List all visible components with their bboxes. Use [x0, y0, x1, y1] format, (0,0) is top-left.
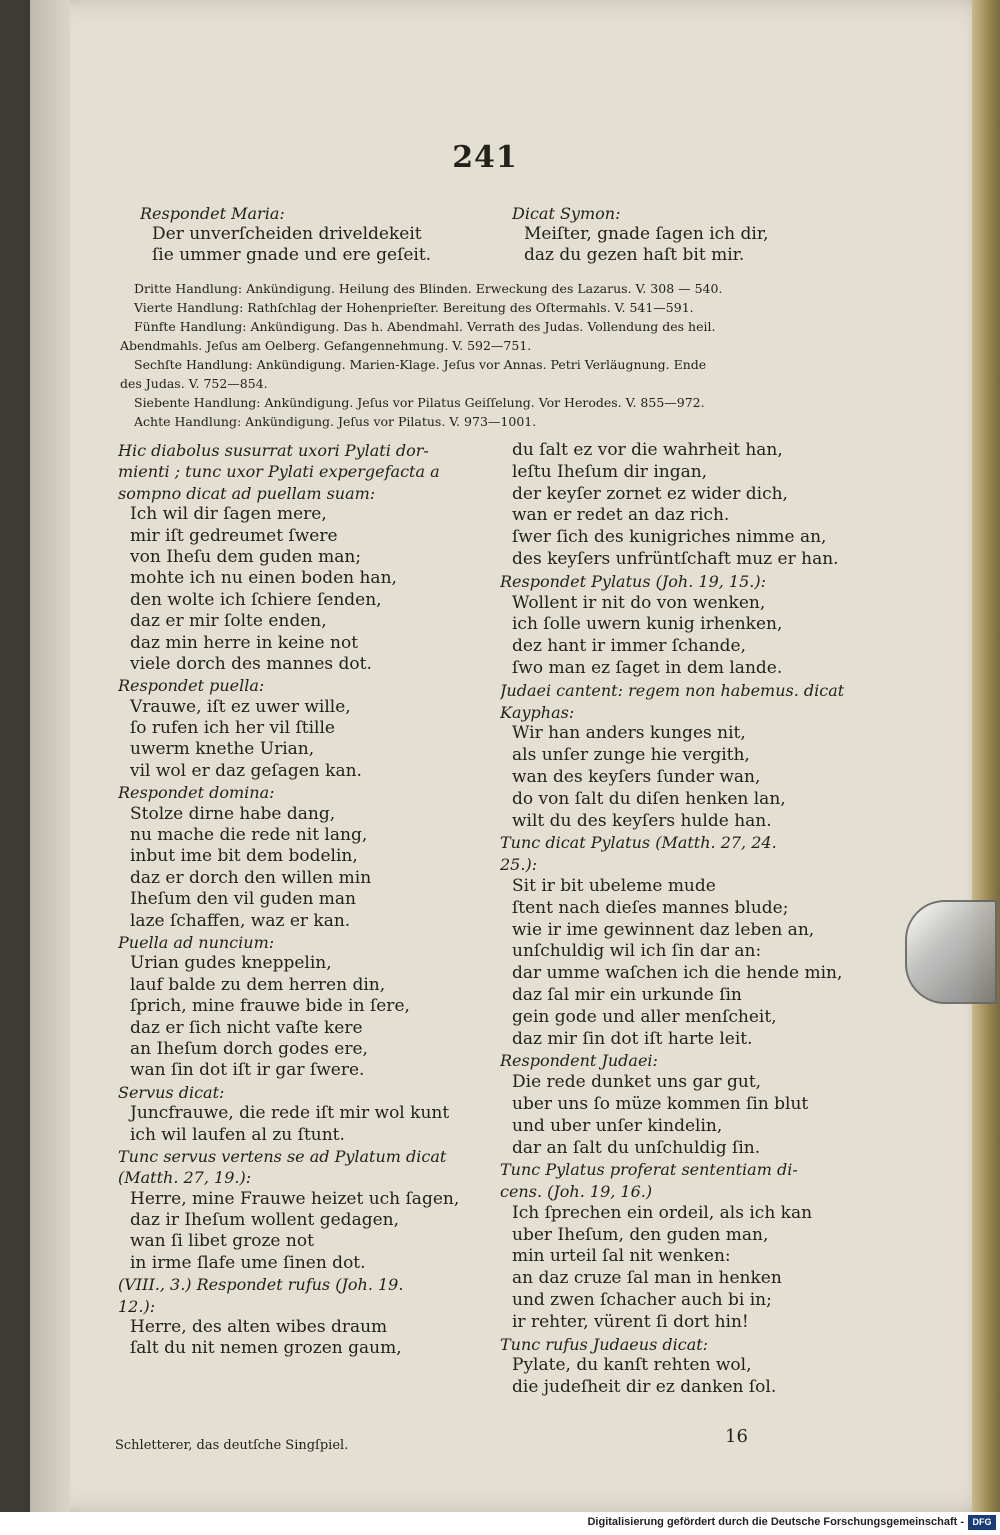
verse-line: daz er dorch den willen min	[130, 867, 372, 888]
verse-line: des keyſers unfrüntſchaft muz er han.	[512, 548, 839, 569]
stage-direction: sompno dicat ad puellam suam:	[118, 483, 376, 503]
page-gutter	[30, 0, 70, 1512]
verse-line: ſalt du nit nemen grozen gaum,	[130, 1338, 402, 1359]
verse-line: Der unverſcheiden driveldekeit	[152, 224, 422, 244]
verse-line: in irme ſlafe ume ſinen dot.	[130, 1252, 366, 1273]
stage-direction: (Matth. 27, 19.):	[118, 1168, 252, 1188]
verse-line: dar an ſalt du unſchuldig ſin.	[512, 1137, 761, 1158]
stage-direction: Judaei cantent: regem non habemus. dicat	[500, 680, 845, 700]
verse-line: wan ſin dot iſt ir gar ſwere.	[130, 1060, 365, 1081]
verse-line: ſwo man ez ſaget in dem lande.	[512, 657, 783, 678]
stage-direction: mienti ; tunc uxor Pylati expergefacta a	[118, 462, 440, 482]
magnifier-icon[interactable]	[905, 900, 997, 1004]
verse-line: Sit ir bit ubeleme mude	[512, 875, 716, 896]
verse-line: Juncfrauwe, die rede iſt mir wol kunt	[130, 1103, 450, 1124]
verse-line: do von ſalt du diſen henken lan,	[512, 788, 786, 809]
act-summary-line: des Judas. V. 752—854.	[120, 376, 268, 391]
stage-direction: Tunc dicat Pylatus (Matth. 27, 24.	[500, 833, 777, 853]
stage-direction: Respondet domina:	[118, 783, 275, 803]
verse-line: uber uns ſo müze kommen ſin blut	[512, 1093, 809, 1114]
verse-line: als unſer zunge hie vergith,	[512, 745, 750, 766]
stage-direction: Servus dicat:	[118, 1082, 225, 1102]
verse-line: Stolze dirne habe dang,	[130, 803, 336, 824]
stage-direction: Respondet puella:	[118, 676, 265, 696]
act-summary-line: Dritte Handlung: Ankündigung. Heilung des Blinden. Erweckung des Lazarus. V. 308 — 540.	[134, 281, 723, 296]
right-column	[500, 440, 850, 1399]
verse-line: vil wol er daz geſagen kan.	[130, 760, 362, 781]
verse-line: leſtu Iheſum dir ingan,	[512, 461, 708, 482]
stage-direction: Kayphas:	[500, 702, 575, 722]
verse-line: min urteil ſal nit wenken:	[512, 1246, 731, 1267]
stage-direction: (VIII., 3.) Respondet rufus (Joh. 19.	[118, 1275, 404, 1295]
verse-line: unſchuldig wil ich ſin dar an:	[512, 941, 762, 962]
verse-line: Herre, mine Frauwe heizet uch ſagen,	[130, 1188, 460, 1209]
top-left-block	[140, 203, 500, 266]
verse-line: Urian gudes kneppelin,	[130, 953, 332, 974]
verse-line: mir iſt gedreumet ſwere	[130, 525, 338, 546]
verse-line: dar umme waſchen ich die hende min,	[512, 963, 843, 984]
verse-line: Ich wil dir ſagen mere,	[130, 504, 327, 525]
footer-signature: Schletterer, das deutſche Singſpiel.	[115, 1438, 349, 1453]
verse-line: Meiſter, gnade ſagen ich dir,	[524, 224, 769, 244]
act-summary-line: Achte Handlung: Ankündigung. Jeſus vor Pilatus. V. 973—1001.	[134, 414, 537, 429]
verse-line: du ſalt ez vor die wahrheit han,	[512, 440, 783, 460]
verse-line: lauf balde zu dem herren din,	[130, 974, 386, 995]
verse-line: Vrauwe, iſt ez uwer wille,	[130, 696, 351, 717]
verse-line: dez hant ir immer ſchande,	[512, 636, 746, 657]
verse-line: Herre, des alten wibes draum	[130, 1317, 388, 1338]
verse-line: Wollent ir nit do von wenken,	[512, 592, 766, 613]
digitization-notice: Digitalisierung gefördert durch die Deutsche Forschungsgemeinschaft -	[587, 1516, 964, 1528]
stage-direction: Puella ad nuncium:	[118, 932, 275, 952]
verse-line: an daz cruze ſal man in henken	[512, 1268, 782, 1289]
verse-line: laze ſchaffen, waz er kan.	[130, 910, 351, 931]
sheet-number: 16	[725, 1426, 748, 1447]
verse-line: ich ſolle uwern kunig irhenken,	[512, 614, 783, 635]
stage-direction: 25.):	[500, 855, 538, 875]
verse-line: von Iheſu dem guden man;	[130, 546, 362, 567]
act-summary-line: Sechſte Handlung: Ankündigung. Marien-Klage. Jeſus vor Annas. Petri Verläugnung. Ende	[134, 357, 707, 372]
stage-direction: Respondent Judaei:	[500, 1051, 658, 1071]
verse-line: wan ſi libet groze not	[130, 1231, 314, 1252]
top-right-block	[512, 203, 852, 266]
verse-line: wan des keyſers ſunder wan,	[512, 766, 761, 787]
verse-line: Iheſum den vil guden man	[130, 889, 356, 910]
verse-line: den wolte ich ſchiere ſenden,	[130, 589, 382, 610]
verse-line: daz ir Iheſum wollent gedagen,	[130, 1210, 399, 1231]
page-number: 241	[452, 140, 518, 175]
left-column	[118, 440, 488, 1360]
dfg-logo: DFG	[968, 1515, 996, 1530]
stage-direction: Tunc Pylatus proferat sententiam di-	[500, 1160, 798, 1180]
verse-line: ſtent nach dieſes mannes blude;	[512, 897, 789, 918]
verse-line: Die rede dunket uns gar gut,	[512, 1072, 762, 1093]
verse-line: daz er mir ſolte enden,	[130, 611, 327, 632]
verse-line: daz er ſich nicht vaſte kere	[130, 1017, 363, 1038]
stage-direction: Dicat Symon:	[512, 204, 621, 223]
stage-direction: Tunc rufus Judaeus dicat:	[500, 1334, 709, 1354]
stage-direction: Respondet Maria:	[140, 204, 285, 223]
verse-line: daz du gezen haſt bit mir.	[524, 245, 745, 265]
verse-line: der keyſer zornet ez wider dich,	[512, 483, 788, 504]
verse-line: und uber unſer kindelin,	[512, 1115, 723, 1136]
verse-line: ſprich, mine frauwe bide in ſere,	[130, 996, 410, 1017]
verse-line: daz ſal mir ein urkunde ſin	[512, 984, 742, 1005]
verse-line: Ich ſprechen ein ordeil, als ich kan	[512, 1202, 813, 1223]
verse-line: und zwen ſchacher auch bi in;	[512, 1290, 772, 1311]
verse-line: daz mir ſin dot iſt harte leit.	[512, 1028, 753, 1049]
verse-line: die judeſheit dir ez danken ſol.	[512, 1377, 777, 1398]
verse-line: Wir han anders kunges nit,	[512, 723, 746, 744]
verse-line: viele dorch des mannes dot.	[130, 653, 372, 674]
verse-line: an Iheſum dorch godes ere,	[130, 1038, 368, 1059]
act-summary-list	[120, 279, 855, 431]
act-summary-line: Siebente Handlung: Ankündigung. Jeſus vor Pilatus Geiſſelung. Vor Herodes. V. 855—972.	[134, 395, 705, 410]
stage-direction: Tunc servus vertens se ad Pylatum dicat	[118, 1146, 447, 1166]
stage-direction: cens. (Joh. 19, 16.)	[500, 1182, 653, 1202]
verse-line: wan er redet an daz rich.	[512, 505, 730, 526]
act-summary-line: Fünfte Handlung: Ankündigung. Das h. Abendmahl. Verrath des Judas. Vollendung des heil.	[134, 319, 716, 334]
stage-direction: 12.):	[118, 1296, 156, 1316]
verse-line: ſie ummer gnade und ere geſeit.	[152, 245, 432, 265]
verse-line: Pylate, du kanſt rehten wol,	[512, 1355, 752, 1376]
verse-line: nu mache die rede nit lang,	[130, 825, 368, 846]
act-summary-line: Abendmahls. Jeſus am Oelberg. Gefangennehmung. V. 592—751.	[120, 338, 532, 353]
book-edge	[972, 0, 1000, 1512]
stage-direction: Respondet Pylatus (Joh. 19, 15.):	[500, 571, 766, 591]
verse-line: gein gode und aller menſcheit,	[512, 1006, 777, 1027]
verse-line: ſo rufen ich her vil ſtille	[130, 718, 335, 739]
verse-line: ſwer ſich des kunigriches nimme an,	[512, 527, 827, 548]
verse-line: uwerm knethe Urian,	[130, 739, 315, 760]
verse-line: mohte ich nu einen boden han,	[130, 568, 397, 589]
verse-line: inbut ime bit dem bodelin,	[130, 846, 358, 867]
verse-line: wie ir ime gewinnent daz leben an,	[512, 919, 815, 940]
page-footer	[115, 1426, 815, 1453]
stage-direction: Hic diabolus susurrat uxori Pylati dor-	[118, 441, 429, 460]
verse-line: uber Iheſum, den guden man,	[512, 1224, 769, 1245]
act-summary-line: Vierte Handlung: Rathſchlag der Hohenprieſter. Bereitung des Oſtermahls. V. 541—591.	[134, 300, 694, 315]
verse-line: ich wil laufen al zu ſtunt.	[130, 1124, 345, 1145]
verse-line: ir rehter, vürent ſi dort hin!	[512, 1311, 749, 1332]
verse-line: wilt du des keyſers hulde han.	[512, 810, 772, 831]
verse-line: daz min herre in keine not	[130, 632, 359, 653]
